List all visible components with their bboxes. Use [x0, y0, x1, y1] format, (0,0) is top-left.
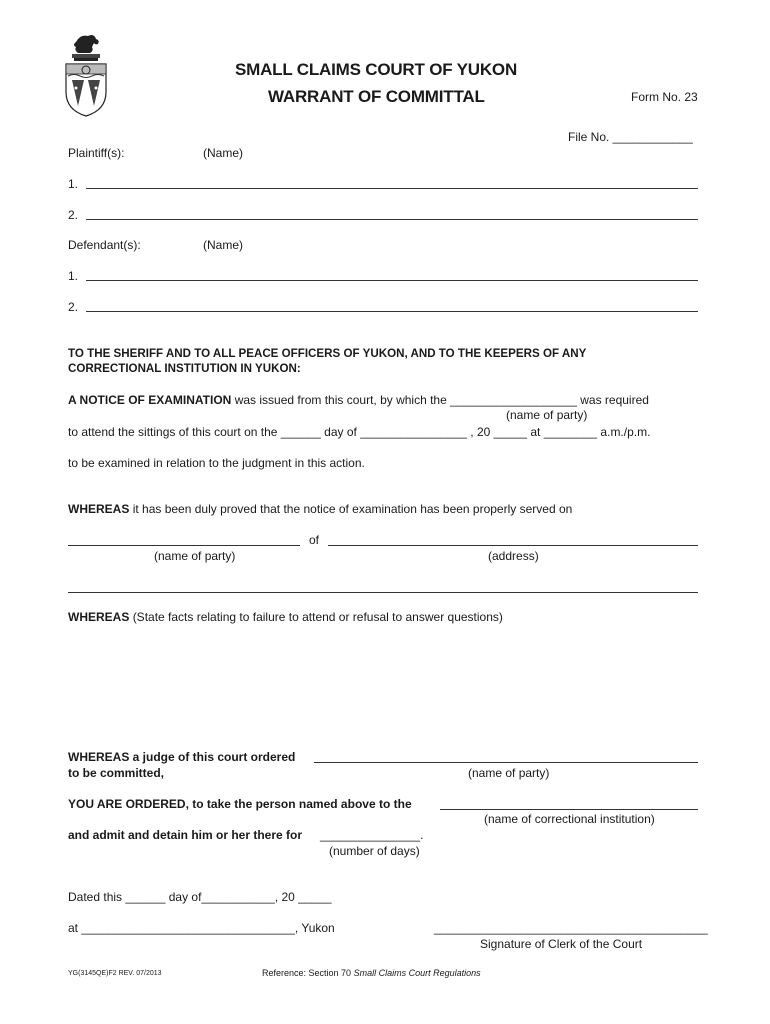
institution-label: (name of correctional institution) — [484, 812, 655, 826]
admit-and-detain: and admit and detain him or her there for — [68, 828, 303, 842]
correctional-institution-field[interactable] — [440, 809, 698, 810]
reference — [262, 968, 481, 978]
whereas-2-lead: WHEREAS — [68, 610, 130, 624]
plaintiffs-label: Plaintiff(s): — [68, 146, 125, 160]
whereas-facts-paragraph — [68, 610, 503, 624]
form-code: YG(3145QE)F2 REV. 07/2013 — [68, 970, 162, 977]
served-party-address-field[interactable] — [328, 545, 698, 546]
whereas-2-text: (State facts relating to failure to attend or refusal to answer questions) — [132, 610, 503, 624]
signature-field[interactable]: _________________________________________ — [434, 921, 708, 935]
reference-regulations: Small Claims Court Regulations — [353, 968, 481, 978]
signature-label: Signature of Clerk of the Court — [480, 937, 643, 951]
dated-line[interactable]: Dated this ______ day of___________, 20 _____ — [68, 890, 332, 904]
to-be-committed: to be committed, — [68, 766, 165, 780]
served-address-label: (address) — [488, 549, 539, 563]
notice-lead: A NOTICE OF EXAMINATION — [68, 393, 232, 407]
committed-name-of-party-label: (name of party) — [468, 766, 550, 780]
you-are-ordered: YOU ARE ORDERED, to take the person named above to the — [68, 797, 412, 811]
notice-text-1: was issued from this court, by which the ___________________ was required — [234, 393, 649, 407]
whereas-served-paragraph — [68, 502, 572, 516]
address-line-2: CORRECTIONAL INSTITUTION IN YUKON: — [68, 362, 301, 375]
served-party-name-field[interactable] — [68, 545, 300, 546]
plaintiff-1-field[interactable] — [86, 188, 698, 189]
plaintiff-2-field[interactable] — [86, 219, 698, 220]
notice-text-3: to be examined in relation to the judgment in this action. — [68, 456, 365, 470]
whereas-1-lead: WHEREAS — [68, 502, 130, 516]
plaintiff-1-number: 1. — [68, 177, 79, 191]
number-of-days-field[interactable]: _______________. — [320, 828, 424, 842]
reference-prefix: Reference: Section 70 — [262, 968, 352, 978]
plaintiff-2-number: 2. — [68, 208, 79, 222]
plaintiffs-name-label: (Name) — [203, 146, 244, 160]
notice-name-of-party-label: (name of party) — [506, 408, 588, 422]
defendants-name-label: (Name) — [203, 238, 244, 252]
defendants-label: Defendant(s): — [68, 238, 141, 252]
yukon-coat-of-arms-logo — [62, 32, 110, 118]
court-title: SMALL CLAIMS COURT OF YUKON — [235, 60, 518, 79]
defendant-2-field[interactable] — [86, 311, 698, 312]
address-line-1: TO THE SHERIFF AND TO ALL PEACE OFFICERS OF YUKON, AND TO THE KEEPERS OF ANY — [68, 347, 587, 360]
notice-text-2: to attend the sittings of this court on the ______ day of ________________ , 20 _____ at ________ a.m./p.m. — [68, 425, 651, 439]
file-number: File No. ____________ — [568, 130, 693, 144]
facts-entry-area[interactable] — [68, 630, 698, 740]
notice-paragraph — [68, 393, 649, 407]
number-of-days-label: (number of days) — [329, 844, 420, 858]
committed-party-name-field[interactable] — [314, 762, 698, 763]
location-line[interactable]: at ________________________________, Yukon — [68, 921, 335, 935]
served-name-of-party-label: (name of party) — [154, 549, 236, 563]
whereas-judge-ordered: WHEREAS a judge of this court ordered — [68, 750, 296, 764]
served-address-continued-field[interactable] — [68, 592, 698, 593]
defendant-1-number: 1. — [68, 269, 79, 283]
defendant-1-field[interactable] — [86, 280, 698, 281]
of-label: of — [309, 533, 320, 547]
document-title: WARRANT OF COMMITTAL — [268, 87, 485, 106]
defendant-2-number: 2. — [68, 300, 79, 314]
form-number: Form No. 23 — [631, 90, 698, 104]
whereas-1-text: it has been duly proved that the notice of examination has been properly served on — [132, 502, 573, 516]
